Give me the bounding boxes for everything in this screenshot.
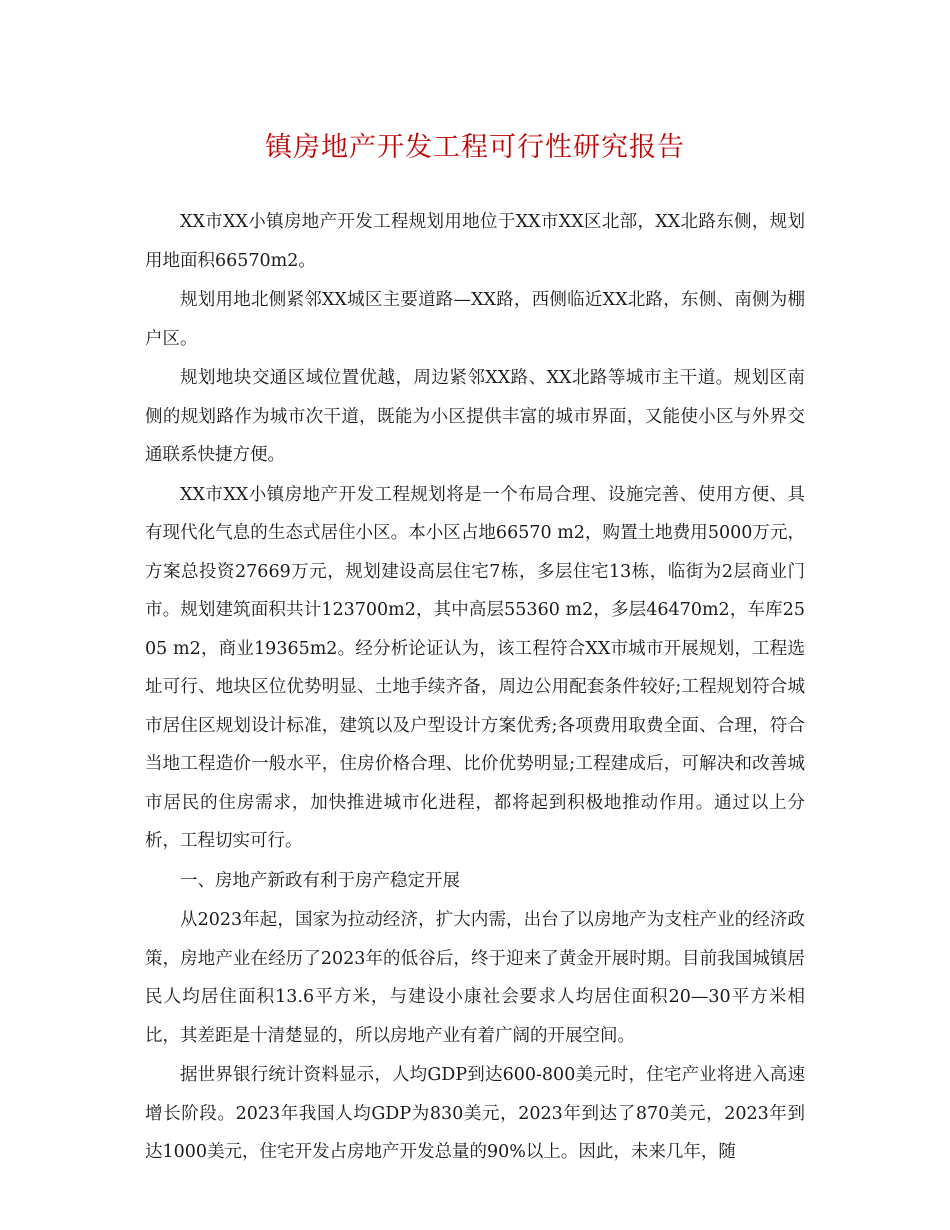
paragraph-6: 据世界银行统计资料显示，人均GDP到达600-800美元时，住宅产业将进入高速增长阶段。2023年我国人均GDP为830美元，2023年到达了870美元，2023年到达1000美元，住宅开发占房地产开发总量的90%以上。因此，未来几年，随 xyxy=(145,1065,805,1162)
paragraph-3: 规划地块交通区域位置优越，周边紧邻XX路、XX北路等城市主干道。规划区南侧的规划路作为城市次干道，既能为小区提供丰富的城市界面，又能使小区与外界交通联系快捷方便。 xyxy=(145,368,805,465)
paragraph-2: 规划用地北侧紧邻XX城区主要道路—XX路，西侧临近XX北路，东侧、南侧为棚户区。 xyxy=(145,290,805,349)
paragraph-4: XX市XX小镇房地产开发工程规划将是一个布局合理、设施完善、使用方便、具有现代化气息的生态式居住小区。本小区占地66570 m2，购置土地费用5000万元，方案总投资27669万元，规划建设高层住宅7栋，多层住宅13栋，临街为2层商业门市。规划建筑面积共计123700m2，其中高层55360 m2，多层46470m2，车库2505 m2，商业19365m2。经分析论证认为，该工程符合XX市城市开展规划，工程选址可行、地块区位优势明显、土地手续齐备，周边公用配套条件较好;工程规划符合城市居住区规划设计标准，建筑以及户型设计方案优秀;各项费用取费全面、合理，符合当地工程造价一般水平，住房价格合理、比价优势明显;工程建成后，可解决和改善城市居民的住房需求，加快推进城市化进程，都将起到积极地推动作用。通过以上分析，工程切实可行。 xyxy=(145,484,805,851)
paragraph-1: XX市XX小镇房地产开发工程规划用地位于XX市XX区北部，XX北路东侧，规划用地面积66570m2。 xyxy=(145,212,805,271)
document-title: 镇房地产开发工程可行性研究报告 xyxy=(265,132,685,163)
paragraph-5: 从2023年起，国家为拉动经济，扩大内需，出台了以房地产为支柱产业的经济政策，房地产业在经历了2023年的低谷后，终于迎来了黄金开展时期。目前我国城镇居民人均居住面积13.6平方米，与建设小康社会要求人均居住面积20—30平方米相比，其差距是十清楚显的，所以房地产业有着广阔的开展空间。 xyxy=(145,910,805,1046)
section-heading-1: 一、房地产新政有利于房产稳定开展 xyxy=(180,870,460,891)
document-body xyxy=(145,203,805,1173)
